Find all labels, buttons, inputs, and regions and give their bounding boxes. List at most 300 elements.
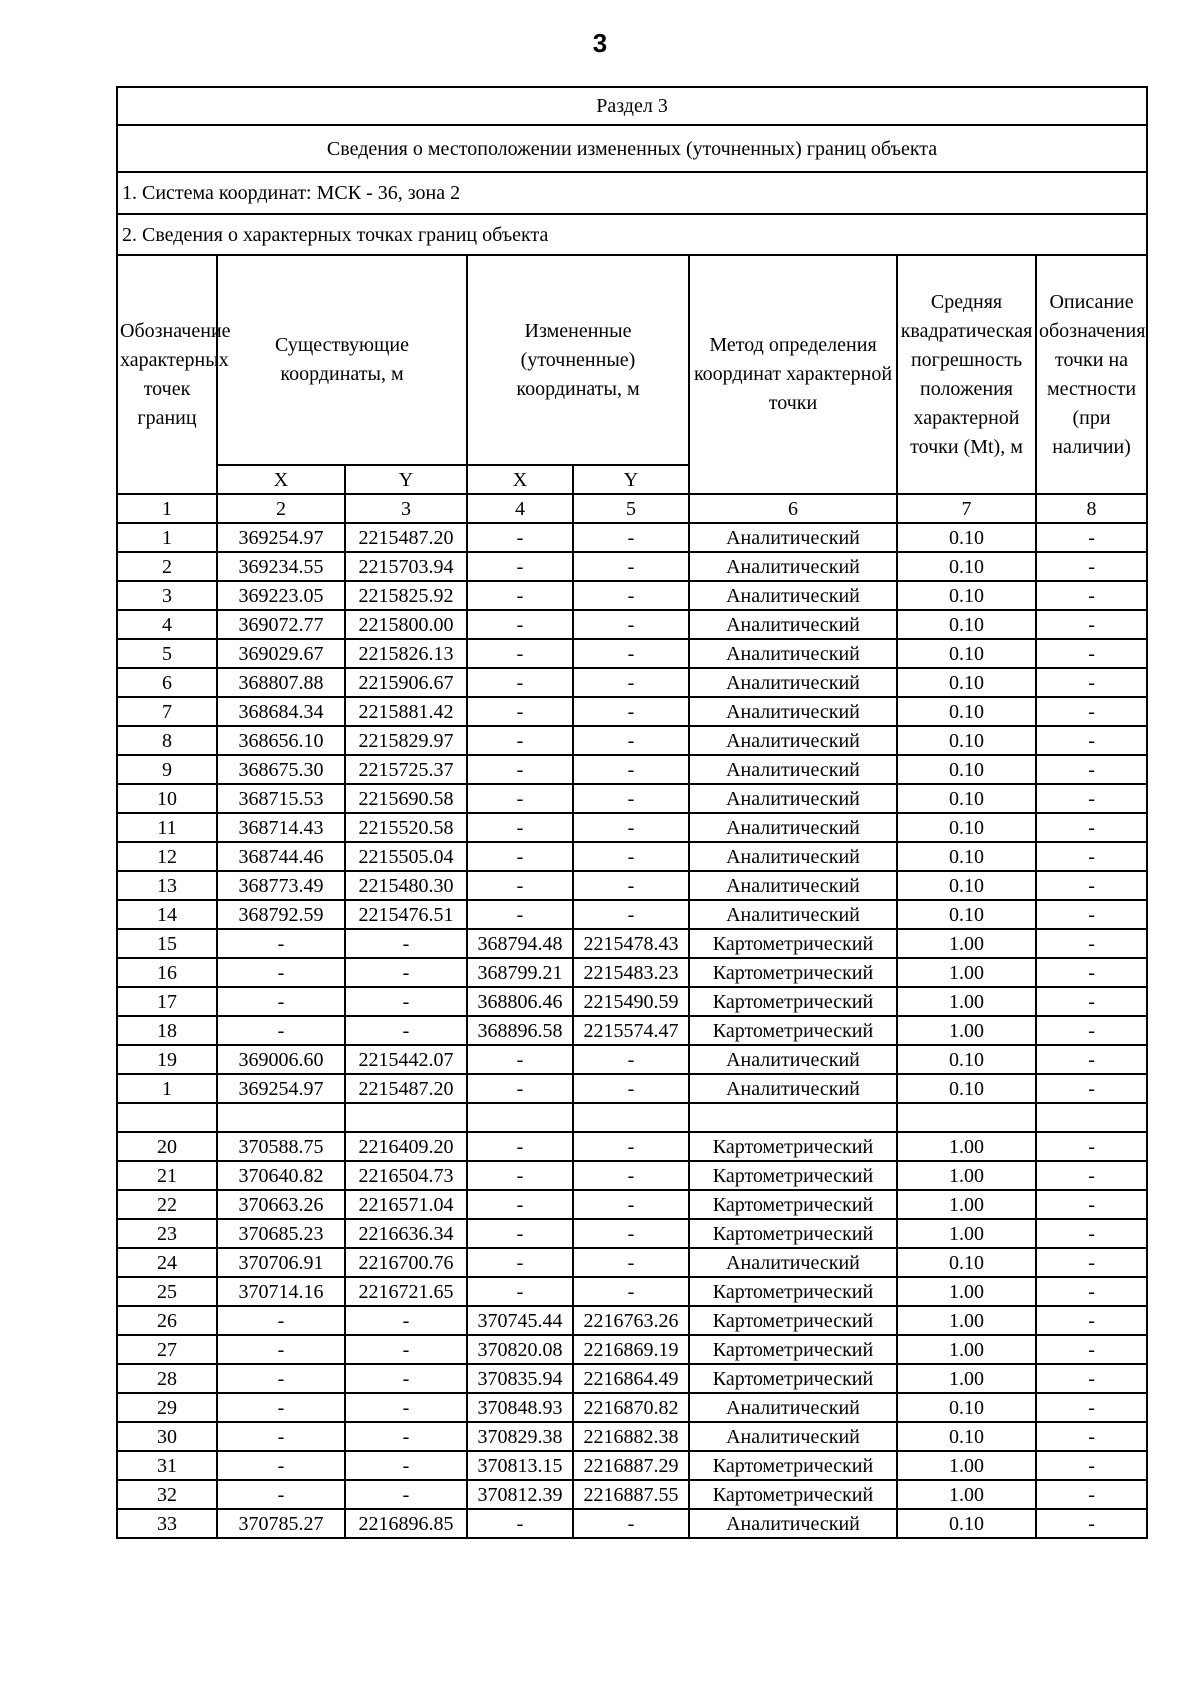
changed-y: 2216870.82 [573,1393,689,1422]
accuracy: 0.10 [897,900,1036,929]
changed-y: - [573,900,689,929]
changed-y: - [573,784,689,813]
changed-x: 368794.48 [467,929,573,958]
method: Аналитический [689,784,897,813]
changed-x: 370812.39 [467,1480,573,1509]
description: - [1036,755,1147,784]
existing-x: 369254.97 [217,1074,345,1103]
coord-system: 1. Система координат: МСК - 36, зона 2 [117,172,1147,214]
point-number: 20 [117,1132,217,1161]
existing-y: 2215690.58 [345,784,467,813]
header-existing-x: X [217,465,345,494]
existing-y: - [345,1016,467,1045]
changed-x: - [467,1219,573,1248]
method: Картометрический [689,1364,897,1393]
changed-y: 2216864.49 [573,1364,689,1393]
changed-y: 2216887.55 [573,1480,689,1509]
existing-x: 368675.30 [217,755,345,784]
changed-x: - [467,552,573,581]
point-number: 27 [117,1335,217,1364]
accuracy: 0.10 [897,1422,1036,1451]
point-number: 25 [117,1277,217,1306]
table-row [117,552,1147,581]
point-number: 1 [117,1074,217,1103]
accuracy: 0.10 [897,755,1036,784]
changed-x: - [467,1045,573,1074]
existing-y: - [345,958,467,987]
point-number: 31 [117,1451,217,1480]
accuracy: 0.10 [897,1074,1036,1103]
existing-y: 2215826.13 [345,639,467,668]
description: - [1036,697,1147,726]
column-number: 2 [217,494,345,523]
description: - [1036,958,1147,987]
method: Картометрический [689,1480,897,1509]
table-row [117,1074,1147,1103]
description [1036,1103,1147,1132]
description: - [1036,813,1147,842]
table-row [117,1393,1147,1422]
header-changed-y: Y [573,465,689,494]
description: - [1036,610,1147,639]
accuracy: 1.00 [897,1364,1036,1393]
existing-y: - [345,1451,467,1480]
table-row [117,1103,1147,1132]
existing-y: 2215800.00 [345,610,467,639]
accuracy: 1.00 [897,1335,1036,1364]
existing-x: 370663.26 [217,1190,345,1219]
existing-x: 368715.53 [217,784,345,813]
existing-x [217,1103,345,1132]
existing-x: 368773.49 [217,871,345,900]
description: - [1036,552,1147,581]
existing-x: 368656.10 [217,726,345,755]
table-row [117,1219,1147,1248]
changed-x: - [467,1161,573,1190]
changed-y: - [573,1248,689,1277]
changed-x: - [467,842,573,871]
accuracy: 1.00 [897,1132,1036,1161]
description: - [1036,929,1147,958]
table-row [117,581,1147,610]
existing-x: 369234.55 [217,552,345,581]
table-row [117,697,1147,726]
accuracy: 1.00 [897,1219,1036,1248]
method: Аналитический [689,581,897,610]
accuracy: 0.10 [897,697,1036,726]
method: Аналитический [689,842,897,871]
changed-y: 2216869.19 [573,1335,689,1364]
existing-x: 370706.91 [217,1248,345,1277]
accuracy: 1.00 [897,1277,1036,1306]
method: Аналитический [689,1248,897,1277]
accuracy: 0.10 [897,552,1036,581]
section-subtitle: Сведения о местоположении измененных (уточненных) границ объекта [117,125,1147,172]
existing-y: 2215476.51 [345,900,467,929]
point-number: 1 [117,523,217,552]
accuracy: 0.10 [897,813,1036,842]
changed-x: 370829.38 [467,1422,573,1451]
description: - [1036,1248,1147,1277]
point-number: 12 [117,842,217,871]
changed-y: - [573,1074,689,1103]
existing-y: 2216571.04 [345,1190,467,1219]
existing-y: - [345,1364,467,1393]
description: - [1036,1364,1147,1393]
description: - [1036,842,1147,871]
point-number: 6 [117,668,217,697]
point-number: 9 [117,755,217,784]
changed-x: - [467,900,573,929]
description: - [1036,523,1147,552]
method: Картометрический [689,1451,897,1480]
existing-y: 2215487.20 [345,1074,467,1103]
changed-x: - [467,668,573,697]
changed-y: - [573,1045,689,1074]
accuracy: 0.10 [897,523,1036,552]
existing-x: 369072.77 [217,610,345,639]
header-changed-x: X [467,465,573,494]
point-number: 3 [117,581,217,610]
changed-x: - [467,1132,573,1161]
description: - [1036,1306,1147,1335]
changed-x: 370820.08 [467,1335,573,1364]
existing-x: 370588.75 [217,1132,345,1161]
accuracy: 0.10 [897,668,1036,697]
existing-x: - [217,958,345,987]
accuracy: 1.00 [897,987,1036,1016]
table-row [117,1277,1147,1306]
existing-y: - [345,929,467,958]
method: Аналитический [689,1422,897,1451]
table-row [117,1509,1147,1538]
existing-x: 368744.46 [217,842,345,871]
header-method: Метод определения координат характерной точки [689,255,897,494]
changed-x: 370835.94 [467,1364,573,1393]
column-number: 7 [897,494,1036,523]
accuracy: 0.10 [897,1393,1036,1422]
point-number: 13 [117,871,217,900]
method: Картометрический [689,1306,897,1335]
table-row [117,1364,1147,1393]
accuracy: 1.00 [897,1161,1036,1190]
point-number: 11 [117,813,217,842]
description: - [1036,581,1147,610]
points-heading: 2. Сведения о характерных точках границ объекта [117,214,1147,255]
description: - [1036,668,1147,697]
point-number: 19 [117,1045,217,1074]
changed-x: - [467,1190,573,1219]
existing-y: 2215825.92 [345,581,467,610]
method: Аналитический [689,523,897,552]
column-number: 3 [345,494,467,523]
changed-y: - [573,755,689,784]
changed-y: - [573,552,689,581]
changed-x: 368896.58 [467,1016,573,1045]
table-row [117,958,1147,987]
table-row [117,1045,1147,1074]
changed-x: - [467,581,573,610]
existing-y: 2215442.07 [345,1045,467,1074]
method: Аналитический [689,726,897,755]
table-row [117,1248,1147,1277]
accuracy: 1.00 [897,1190,1036,1219]
existing-x: - [217,929,345,958]
accuracy: 0.10 [897,1509,1036,1538]
existing-y: 2215906.67 [345,668,467,697]
existing-x: - [217,1451,345,1480]
description: - [1036,1016,1147,1045]
description: - [1036,1480,1147,1509]
existing-x: - [217,1480,345,1509]
method: Аналитический [689,1074,897,1103]
method: Аналитический [689,1045,897,1074]
header-accuracy: Средняя квадратическая погрешность положения характерной точки (Mt), м [897,255,1036,494]
changed-x: - [467,639,573,668]
existing-x: 369223.05 [217,581,345,610]
changed-y: 2215483.23 [573,958,689,987]
existing-x: 370685.23 [217,1219,345,1248]
changed-y: - [573,639,689,668]
method: Аналитический [689,1509,897,1538]
point-number: 7 [117,697,217,726]
point-number: 14 [117,900,217,929]
column-number: 8 [1036,494,1147,523]
method: Картометрический [689,1190,897,1219]
column-number: 6 [689,494,897,523]
column-number: 1 [117,494,217,523]
table-row [117,784,1147,813]
table-row [117,813,1147,842]
existing-x: - [217,1335,345,1364]
changed-y: - [573,1132,689,1161]
method: Картометрический [689,1161,897,1190]
existing-y: - [345,1422,467,1451]
method: Картометрический [689,1219,897,1248]
description: - [1036,871,1147,900]
changed-x: - [467,610,573,639]
existing-y: 2216636.34 [345,1219,467,1248]
point-number: 23 [117,1219,217,1248]
accuracy: 1.00 [897,1480,1036,1509]
changed-x: - [467,523,573,552]
existing-y: 2215480.30 [345,871,467,900]
changed-y: - [573,1219,689,1248]
method: Аналитический [689,755,897,784]
changed-x: - [467,755,573,784]
table-row [117,900,1147,929]
existing-y: 2215505.04 [345,842,467,871]
method: Аналитический [689,813,897,842]
point-number: 30 [117,1422,217,1451]
description: - [1036,900,1147,929]
existing-x: - [217,1422,345,1451]
table-row [117,871,1147,900]
existing-y [345,1103,467,1132]
accuracy: 1.00 [897,1451,1036,1480]
changed-y: - [573,1509,689,1538]
changed-y: 2215490.59 [573,987,689,1016]
changed-x: 368799.21 [467,958,573,987]
table-row [117,987,1147,1016]
table-row [117,1132,1147,1161]
point-number: 4 [117,610,217,639]
changed-y: - [573,581,689,610]
existing-y: 2215881.42 [345,697,467,726]
description: - [1036,726,1147,755]
point-number: 33 [117,1509,217,1538]
existing-x: - [217,1306,345,1335]
existing-x: - [217,1393,345,1422]
point-number: 29 [117,1393,217,1422]
changed-y: - [573,842,689,871]
point-number: 10 [117,784,217,813]
changed-y: - [573,871,689,900]
point-number: 18 [117,1016,217,1045]
accuracy: 1.00 [897,958,1036,987]
changed-y: - [573,668,689,697]
table-row [117,668,1147,697]
existing-x: 368714.43 [217,813,345,842]
changed-y: - [573,1190,689,1219]
changed-y: - [573,726,689,755]
changed-y [573,1103,689,1132]
method: Аналитический [689,900,897,929]
method: Картометрический [689,958,897,987]
changed-x: - [467,871,573,900]
method: Аналитический [689,610,897,639]
changed-x: - [467,1248,573,1277]
description: - [1036,1045,1147,1074]
description: - [1036,1132,1147,1161]
description: - [1036,1335,1147,1364]
existing-y: 2215520.58 [345,813,467,842]
existing-y: - [345,1306,467,1335]
table-row [117,1451,1147,1480]
changed-y: 2216763.26 [573,1306,689,1335]
accuracy: 0.10 [897,871,1036,900]
changed-x: - [467,813,573,842]
changed-y: 2215574.47 [573,1016,689,1045]
changed-x: 370813.15 [467,1451,573,1480]
existing-x: 369254.97 [217,523,345,552]
existing-y: 2216504.73 [345,1161,467,1190]
changed-y: - [573,1277,689,1306]
header-existing: Существующие координаты, м [217,255,467,465]
existing-y: 2215725.37 [345,755,467,784]
table-row [117,639,1147,668]
point-number [117,1103,217,1132]
changed-x: 370848.93 [467,1393,573,1422]
header-designation: Обозначение характерных точек границ [117,255,217,494]
point-number: 21 [117,1161,217,1190]
table-row [117,523,1147,552]
point-number: 24 [117,1248,217,1277]
accuracy: 0.10 [897,726,1036,755]
table-row [117,755,1147,784]
description: - [1036,784,1147,813]
existing-y: - [345,987,467,1016]
point-number: 8 [117,726,217,755]
method: Картометрический [689,1277,897,1306]
header-existing-y: Y [345,465,467,494]
point-number: 15 [117,929,217,958]
existing-x: 370640.82 [217,1161,345,1190]
column-number: 5 [573,494,689,523]
changed-y: - [573,697,689,726]
existing-y: 2216700.76 [345,1248,467,1277]
point-number: 5 [117,639,217,668]
header-description: Описание обозначения точки на местности (при наличии) [1036,255,1147,494]
method: Картометрический [689,929,897,958]
table-row [117,1422,1147,1451]
description: - [1036,1190,1147,1219]
table-row [117,1161,1147,1190]
existing-x: 369006.60 [217,1045,345,1074]
accuracy: 0.10 [897,784,1036,813]
existing-x: 368684.34 [217,697,345,726]
accuracy: 0.10 [897,581,1036,610]
point-number: 22 [117,1190,217,1219]
changed-y: 2216882.38 [573,1422,689,1451]
changed-x: 370745.44 [467,1306,573,1335]
changed-y: 2215478.43 [573,929,689,958]
point-number: 32 [117,1480,217,1509]
table-row [117,1306,1147,1335]
method: Аналитический [689,871,897,900]
existing-x: 370714.16 [217,1277,345,1306]
point-number: 17 [117,987,217,1016]
description: - [1036,987,1147,1016]
method: Аналитический [689,668,897,697]
accuracy: 0.10 [897,1248,1036,1277]
page-number: 3 [592,28,608,58]
point-number: 28 [117,1364,217,1393]
description: - [1036,1393,1147,1422]
changed-x [467,1103,573,1132]
table-row [117,929,1147,958]
description: - [1036,1422,1147,1451]
changed-y: - [573,610,689,639]
changed-y: - [573,523,689,552]
existing-y: - [345,1335,467,1364]
changed-x: - [467,1277,573,1306]
existing-y: 2215487.20 [345,523,467,552]
table-row [117,1016,1147,1045]
table-row [117,1480,1147,1509]
existing-y: 2215829.97 [345,726,467,755]
method: Аналитический [689,697,897,726]
accuracy [897,1103,1036,1132]
description: - [1036,1509,1147,1538]
column-number: 4 [467,494,573,523]
existing-x: 368792.59 [217,900,345,929]
description: - [1036,1277,1147,1306]
method: Аналитический [689,1393,897,1422]
point-number: 26 [117,1306,217,1335]
changed-x: - [467,726,573,755]
changed-y: - [573,1161,689,1190]
changed-x: 368806.46 [467,987,573,1016]
point-number: 2 [117,552,217,581]
accuracy: 0.10 [897,610,1036,639]
description: - [1036,639,1147,668]
accuracy: 0.10 [897,842,1036,871]
table-row [117,1190,1147,1219]
accuracy: 0.10 [897,1045,1036,1074]
section-3-table [116,86,1148,1539]
existing-y: - [345,1480,467,1509]
